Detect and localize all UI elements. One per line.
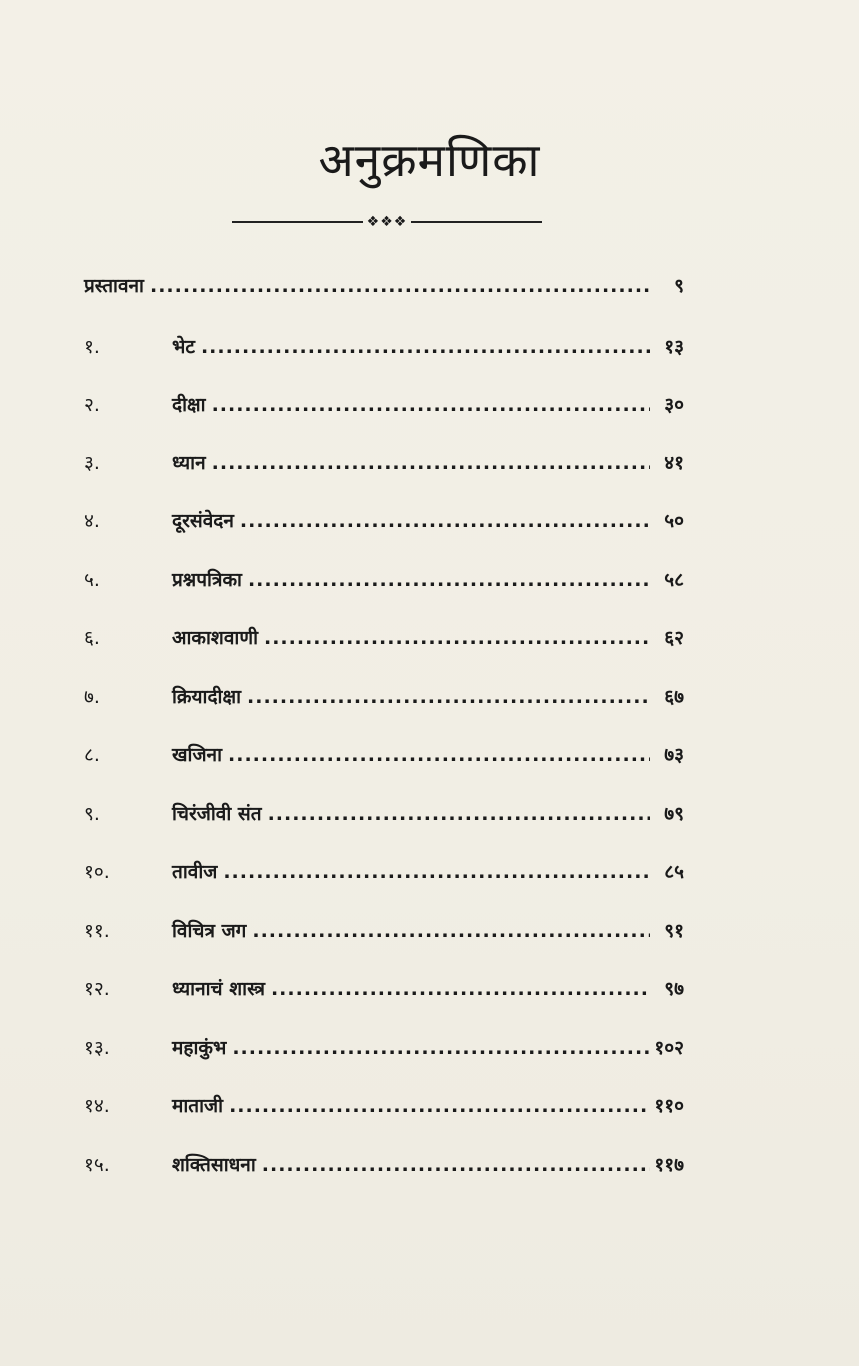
leader-dots — [248, 569, 650, 591]
toc-entry-title: दीक्षा — [172, 394, 206, 416]
leader-dots — [228, 744, 650, 766]
toc-entry — [84, 566, 684, 596]
toc-entry-title: प्रस्तावना — [84, 275, 144, 297]
toc-entry-page: १०२ — [654, 1037, 684, 1059]
toc-entry-number: ११. — [84, 920, 110, 942]
toc-entry-title: विचित्र जग — [172, 920, 247, 942]
toc-entry-page: ९७ — [664, 978, 684, 1000]
toc-entry-page: ९ — [674, 275, 684, 297]
leader-dots — [271, 978, 650, 1000]
leader-dots — [150, 275, 650, 297]
leader-dots — [262, 1154, 650, 1176]
leader-dots — [268, 803, 650, 825]
toc-entry-number: १४. — [84, 1095, 110, 1117]
toc-entry — [84, 741, 684, 771]
title-ornament — [232, 212, 542, 232]
toc-entry-page: ८५ — [664, 861, 684, 883]
toc-entry-title: शक्तिसाधना — [172, 1154, 256, 1176]
toc-entry — [84, 683, 684, 713]
toc-entry-title: प्रश्नपत्रिका — [172, 569, 242, 591]
leader-dots — [247, 686, 650, 708]
leader-dots — [201, 336, 650, 358]
toc-entry-number: ९. — [84, 803, 100, 825]
toc-entry-page: ११० — [654, 1095, 684, 1117]
leader-dots — [252, 920, 650, 942]
toc-entry-title: ध्यान — [172, 452, 206, 474]
toc-entry-number: १५. — [84, 1154, 110, 1176]
toc-entry-page: ९१ — [664, 920, 684, 942]
toc-entry-page: ७९ — [664, 803, 684, 825]
leader-dots — [232, 1037, 650, 1059]
diamond-ornament-icon: ❖❖❖ — [366, 214, 408, 230]
toc-entry-page: ५० — [664, 510, 684, 532]
toc-entry — [84, 391, 684, 421]
toc-entry-number: ६. — [84, 627, 100, 649]
toc-entry-title: दूरसंवेदन — [172, 510, 234, 532]
toc-entry-number: ३. — [84, 452, 100, 474]
toc-entry-title: चिरंजीवी संत — [172, 803, 262, 825]
toc-entry — [84, 1034, 684, 1064]
toc-entry — [84, 800, 684, 830]
toc-entry-page: ३० — [664, 394, 684, 416]
toc-entry-page: १३ — [664, 336, 684, 358]
toc-entry-number: ७. — [84, 686, 100, 708]
toc-entry-title: क्रियादीक्षा — [172, 686, 242, 708]
toc-entry — [84, 858, 684, 888]
toc-entry-number: ४. — [84, 510, 100, 532]
toc-entry-number: १३. — [84, 1037, 110, 1059]
toc-entry-title: आकाशवाणी — [172, 627, 258, 649]
leader-dots — [223, 861, 650, 883]
toc-entry — [84, 1092, 684, 1122]
toc-entry-page: ६२ — [664, 627, 684, 649]
toc-entry-page: ४१ — [664, 452, 684, 474]
toc-entry-page: ५८ — [664, 569, 684, 591]
toc-entry-title: महाकुंभ — [172, 1037, 227, 1059]
toc-entry-number: २. — [84, 394, 100, 416]
leader-dots — [240, 510, 650, 532]
toc-entry-title: खजिना — [172, 744, 223, 766]
toc-entry — [84, 507, 684, 537]
toc-entry-title: तावीज — [172, 861, 218, 883]
toc-entry-page: ६७ — [664, 686, 684, 708]
toc-entry-title: माताजी — [172, 1095, 224, 1117]
toc-entry-title: भेट — [172, 336, 195, 358]
toc-entry-number: १२. — [84, 978, 110, 1000]
ornament-rule-right — [411, 221, 542, 223]
toc-entry-title: ध्यानाचं शास्त्र — [172, 978, 265, 1000]
leader-dots — [212, 452, 650, 474]
leader-dots — [212, 394, 650, 416]
toc-entry-number: १. — [84, 336, 100, 358]
toc-entry — [84, 975, 684, 1005]
toc-entry-number: ५. — [84, 569, 100, 591]
leader-dots — [264, 627, 650, 649]
toc-entry — [84, 449, 684, 479]
ornament-rule-left — [232, 221, 363, 223]
toc-entry-page: ११७ — [654, 1154, 684, 1176]
toc-entry — [84, 624, 684, 654]
toc-entry-number: ८. — [84, 744, 100, 766]
toc-entry — [84, 917, 684, 947]
toc-entry — [84, 333, 684, 363]
toc-entry-page: ७३ — [664, 744, 684, 766]
page-title: अनुक्रमणिका — [318, 133, 541, 187]
toc-entry-number: १०. — [84, 861, 110, 883]
toc-entry — [84, 1151, 684, 1181]
leader-dots — [229, 1095, 650, 1117]
toc-entry-preface — [84, 272, 684, 302]
